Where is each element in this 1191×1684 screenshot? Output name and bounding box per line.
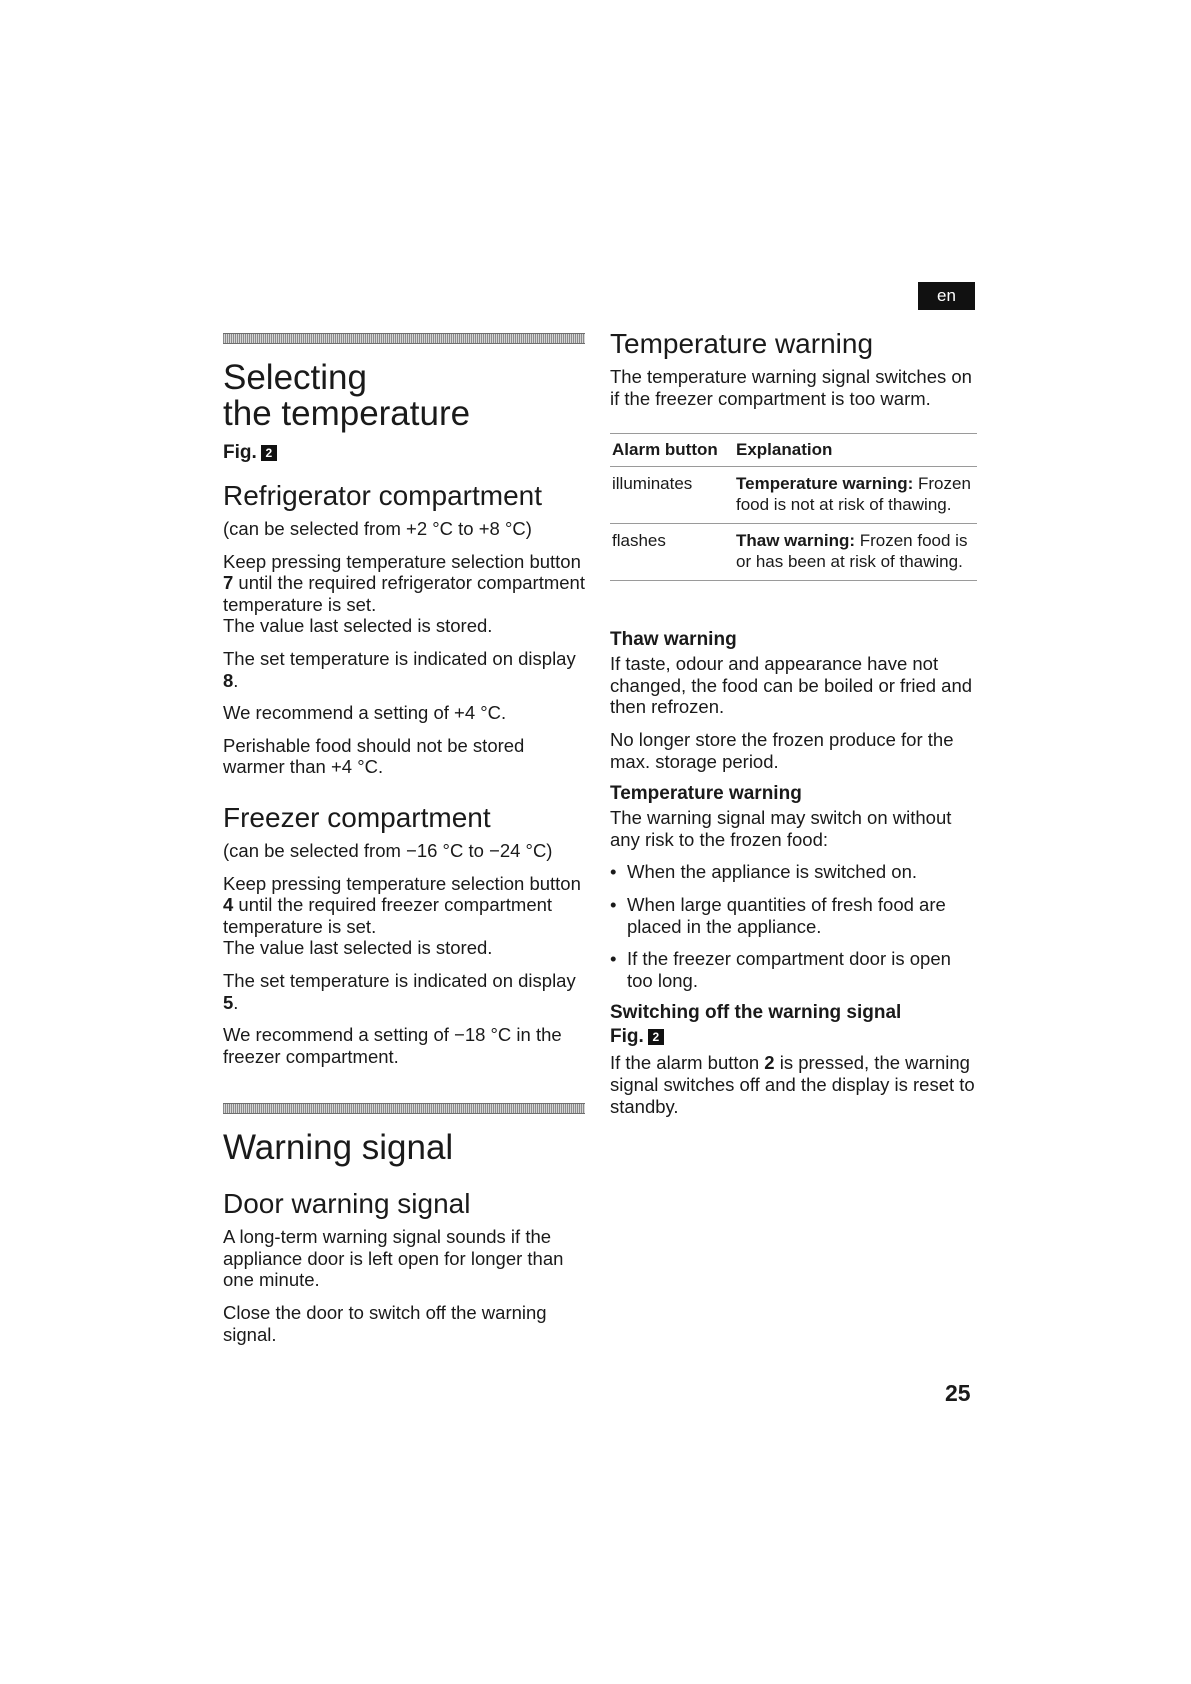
text: The value last selected is stored. bbox=[223, 937, 493, 959]
refrigerator-range: (can be selected from +2 °C to +8 °C) bbox=[223, 518, 532, 539]
table-cell-state: flashes bbox=[612, 531, 666, 551]
temperature-warning-text: The warning signal may switch on without any risk to the frozen food: bbox=[610, 807, 952, 850]
figure-reference bbox=[223, 442, 585, 464]
display-number: 5 bbox=[223, 991, 234, 1013]
thaw-warning-text: If taste, odour and appearance have not changed, the food can be boiled or fried and then refrozen. bbox=[610, 653, 973, 718]
table-cell-state: illuminates bbox=[610, 467, 734, 524]
table-cell-explanation bbox=[734, 467, 977, 524]
door-warning-text: A long-term warning signal sounds if the appliance door is left open for longer than one minute. bbox=[223, 1226, 564, 1291]
temperature-warning-intro: The temperature warning signal switches on if the freezer compartment is too warm. bbox=[610, 366, 972, 409]
explanation-label: Temperature warning: bbox=[736, 474, 914, 494]
text: The value last selected is stored. bbox=[223, 615, 493, 637]
freezer-heading: Freezer compartment bbox=[223, 801, 491, 833]
right-column bbox=[610, 328, 977, 1128]
button-number: 4 bbox=[223, 894, 234, 916]
freezer-recommendation: We recommend a setting of −18 °C in the freezer compartment. bbox=[223, 1024, 562, 1067]
explanation-text: Frozen food is or has been at risk of thawing. bbox=[736, 531, 968, 572]
figure-number-badge: 2 bbox=[261, 445, 277, 461]
language-tag: en bbox=[918, 282, 975, 310]
title-line-2: the temperature bbox=[223, 394, 471, 433]
switch-off-text bbox=[610, 1052, 977, 1117]
thaw-warning-storage-note: No longer store the frozen produce for the max. storage period. bbox=[610, 728, 954, 772]
button-number: 7 bbox=[223, 572, 234, 594]
door-warning-heading: Door warning signal bbox=[223, 1188, 471, 1220]
page-number: 25 bbox=[945, 1380, 971, 1406]
temperature-warning-list bbox=[610, 861, 977, 991]
explanation-text: Frozen food is not at risk of thawing. bbox=[736, 474, 971, 515]
text: The set temperature is indicated on display bbox=[223, 647, 576, 669]
table-header-alarm-button: Alarm button bbox=[612, 440, 718, 460]
left-column bbox=[223, 333, 585, 1356]
fig-label: Fig. bbox=[223, 442, 257, 463]
list-item: • When large quantities of fresh food are placed in the appliance. bbox=[610, 894, 977, 937]
text: until the required refrigerator compartment temperature is set. bbox=[223, 572, 585, 615]
table-header-explanation: Explanation bbox=[736, 440, 833, 460]
temperature-warning-heading: Temperature warning bbox=[610, 328, 874, 359]
freezer-range: (can be selected from −16 °C to −24 °C) bbox=[223, 839, 553, 861]
section-title-warning-signal: Warning signal bbox=[223, 1128, 454, 1168]
text: If the alarm button bbox=[610, 1052, 765, 1074]
refrigerator-instructions bbox=[223, 551, 585, 637]
refrigerator-recommendation: We recommend a setting of +4 °C. bbox=[223, 702, 507, 724]
table-header-row bbox=[610, 434, 977, 467]
alarm-table bbox=[610, 433, 977, 581]
fig-label: Fig. bbox=[610, 1026, 644, 1048]
text: . bbox=[233, 991, 239, 1013]
section-title-selecting-temperature bbox=[223, 360, 585, 432]
list-item: • When the appliance is switched on. bbox=[610, 861, 977, 883]
title-line-1: Selecting bbox=[223, 358, 367, 397]
refrigerator-perishable-note: Perishable food should not be stored warmer than +4 °C. bbox=[223, 734, 525, 778]
explanation-label: Thaw warning: bbox=[736, 531, 855, 551]
table-cell-explanation bbox=[734, 524, 977, 581]
section-rule bbox=[223, 1103, 585, 1114]
door-warning-close-note: Close the door to switch off the warning signal. bbox=[223, 1302, 547, 1345]
text: is pressed, the warning signal switches off and the display is reset to standby. bbox=[610, 1052, 975, 1117]
freezer-display-note bbox=[223, 970, 585, 1013]
text: Keep pressing temperature selection button bbox=[223, 872, 581, 894]
switch-off-heading: Switching off the warning signal bbox=[610, 1002, 902, 1024]
table-row bbox=[610, 524, 977, 581]
text: . bbox=[233, 669, 239, 691]
display-number: 8 bbox=[223, 669, 234, 691]
temperature-warning-subheading: Temperature warning bbox=[610, 783, 802, 805]
refrigerator-display-note bbox=[223, 648, 585, 691]
freezer-instructions bbox=[223, 873, 585, 959]
table-row bbox=[610, 467, 977, 524]
thaw-warning-heading: Thaw warning bbox=[610, 629, 737, 651]
text: The set temperature is indicated on display bbox=[223, 969, 576, 991]
text: Keep pressing temperature selection button bbox=[223, 550, 581, 572]
section-rule bbox=[223, 333, 585, 344]
refrigerator-heading: Refrigerator compartment bbox=[223, 480, 543, 511]
text: until the required freezer compartment temperature is set. bbox=[223, 894, 553, 937]
figure-number-badge: 2 bbox=[648, 1029, 664, 1045]
figure-reference bbox=[610, 1026, 977, 1048]
list-item: • If the freezer compartment door is open too long. bbox=[610, 948, 977, 991]
button-number: 2 bbox=[764, 1052, 775, 1074]
